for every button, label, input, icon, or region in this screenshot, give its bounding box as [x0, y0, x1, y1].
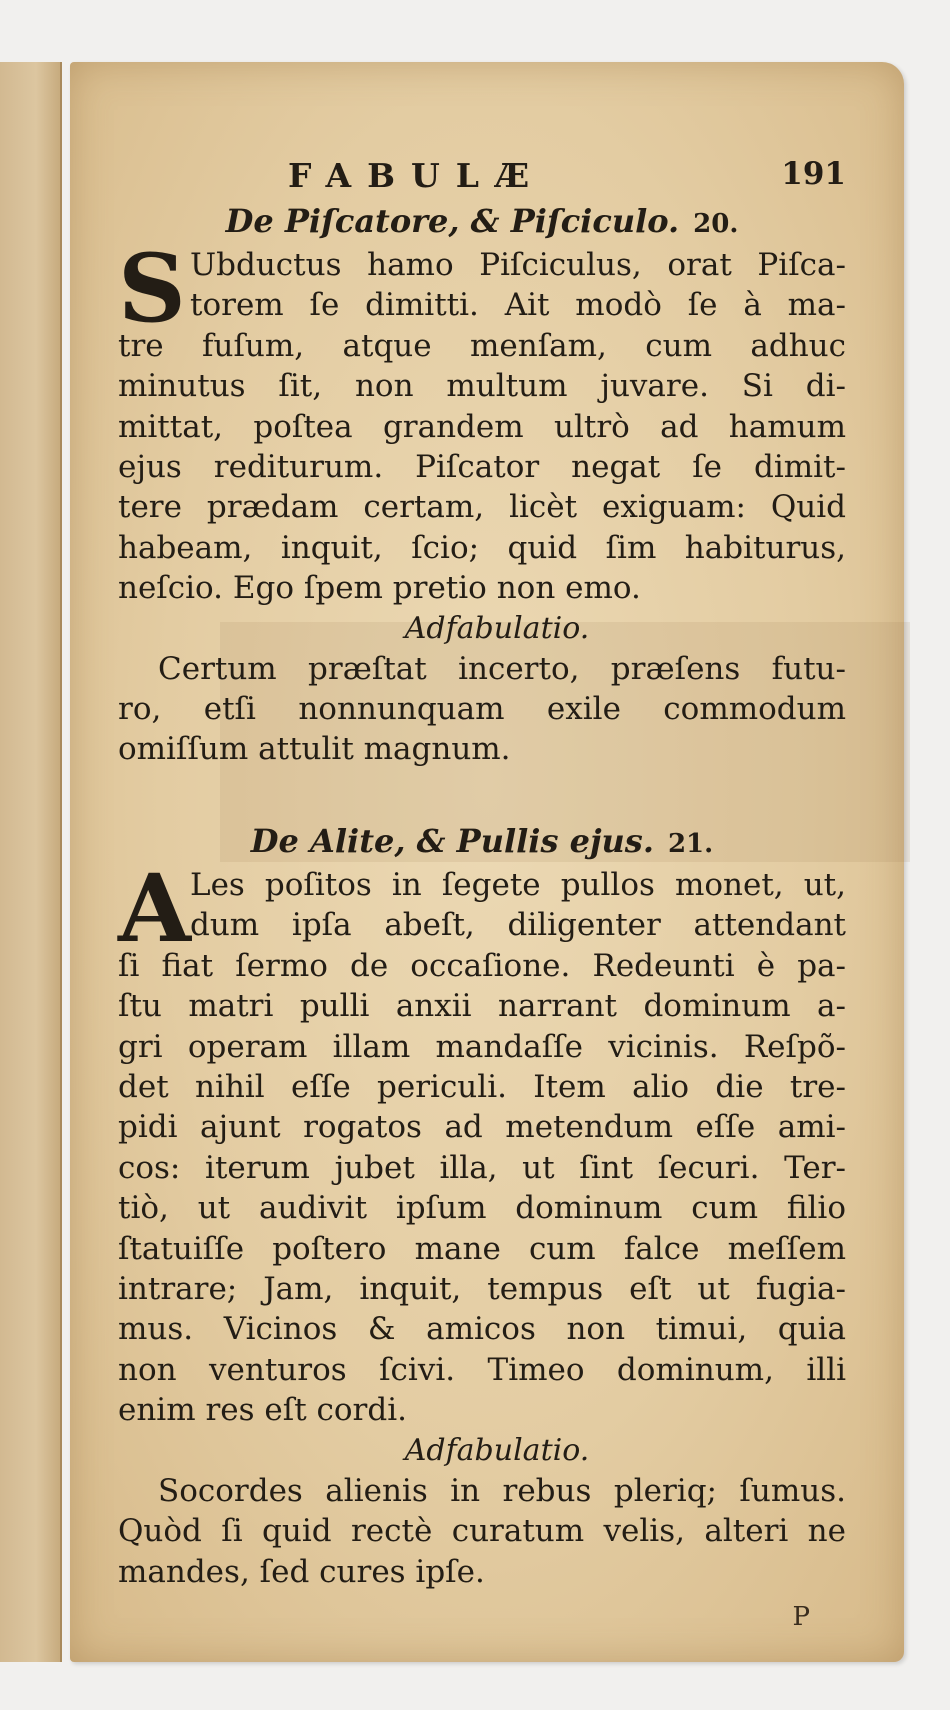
fable-21-line: ſtu matri pulli anxii narrant dominum a-: [118, 988, 846, 1025]
page-number: 191: [781, 156, 846, 192]
fable-20-moral-line: omiſſum attulit magnum.: [118, 731, 511, 768]
fable-20-line: neſcio. Ego ſpem pretio non emo.: [118, 570, 641, 607]
fable-20-line: torem ſe dimitti. Ait modò ſe à ma-: [190, 287, 846, 324]
running-head-title: FABULÆ: [288, 156, 546, 195]
fable-20-moral-line: ro, etſi nonnunquam exile commodum: [118, 691, 846, 728]
fable-21-line: enim res eſt cordi.: [118, 1392, 407, 1429]
fable-20-body: [118, 234, 846, 609]
fable-21-line: dum ipſa abeſt, diligenter attendant: [190, 907, 846, 944]
fable-21-line: pidi ajunt rogatos ad metendum eſſe ami-: [118, 1109, 846, 1146]
fable-21-line: non venturos ſcivi. Timeo dominum, illi: [118, 1351, 846, 1388]
fable-21: [118, 820, 846, 1592]
running-head: [118, 150, 846, 200]
fable-21-line: tiò, ut audivit ipſum dominum cum filio: [118, 1190, 846, 1227]
fable-21-line: intrare; Jam, inquit, tempus eſt ut fugia-: [118, 1271, 846, 1308]
fable-20-line: mittat, poſtea grandem ultrò ad hamum: [118, 408, 846, 445]
fable-21-dropcap: A: [118, 854, 191, 964]
fable-21-moral-line: Quòd ſi quid rectè curatum velis, alteri ne: [118, 1513, 846, 1550]
fable-21-line: gri operam illam mandaſſe vicinis. Reſpõ-: [118, 1028, 846, 1065]
fable-20-moral-line: Certum præſtat incerto, præſens futu-: [158, 650, 846, 687]
fable-21-line: det nihil eſſe periculi. Item alio die tre-: [118, 1069, 846, 1106]
fable-21-moral-line: Socordes alienis in rebus pleriq; ſumus.: [158, 1472, 846, 1509]
fable-20: [118, 200, 846, 770]
fable-20-line: habeam, inquit, ſcio; quid ſim habiturus,: [118, 529, 846, 566]
fable-21-line: ſtatuiſſe poſtero mane cum falce meſſem: [118, 1230, 846, 1267]
fable-20-line: tre fuſum, atque menſam, cum adhuc: [118, 327, 846, 364]
fable-21-body: [118, 854, 846, 1431]
fable-20-title: De Piſcatore, & Piſciculo. 20.: [225, 202, 739, 240]
fable-21-moral-line: mandes, ſed cures ipſe.: [118, 1553, 485, 1590]
fable-20-dropcap: S: [118, 234, 186, 344]
fable-21-line: mus. Vicinos & amicos non timui, quia: [118, 1311, 846, 1348]
fable-21-title: De Alite, & Pullis ejus. 21.: [250, 822, 714, 860]
fable-21-line: cos: iterum jubet illa, ut ſint ſecuri. Ter-: [118, 1149, 846, 1186]
fable-20-moral-title: Adfabulatio.: [404, 610, 590, 646]
facing-page-edge: [0, 62, 62, 1662]
fable-21-moral-title: Adfabulatio.: [404, 1432, 590, 1468]
fable-21-line: Les poſitos in ſegete pullos monet, ut,: [190, 867, 846, 903]
catchword: P: [792, 1602, 810, 1632]
fable-20-line: minutus ſit, non multum juvare. Si di-: [118, 368, 846, 405]
fable-21-line: ſi fiat ſermo de occaſione. Redeunti è pa-: [118, 947, 846, 984]
fable-20-line: ejus rediturum. Piſcator negat ſe dimit-: [118, 449, 846, 486]
fable-20-line: tere prædam certam, licèt exiguam: Quid: [118, 489, 846, 526]
fable-20-line: Ubductus hamo Piſciculus, orat Piſca-: [190, 247, 846, 283]
